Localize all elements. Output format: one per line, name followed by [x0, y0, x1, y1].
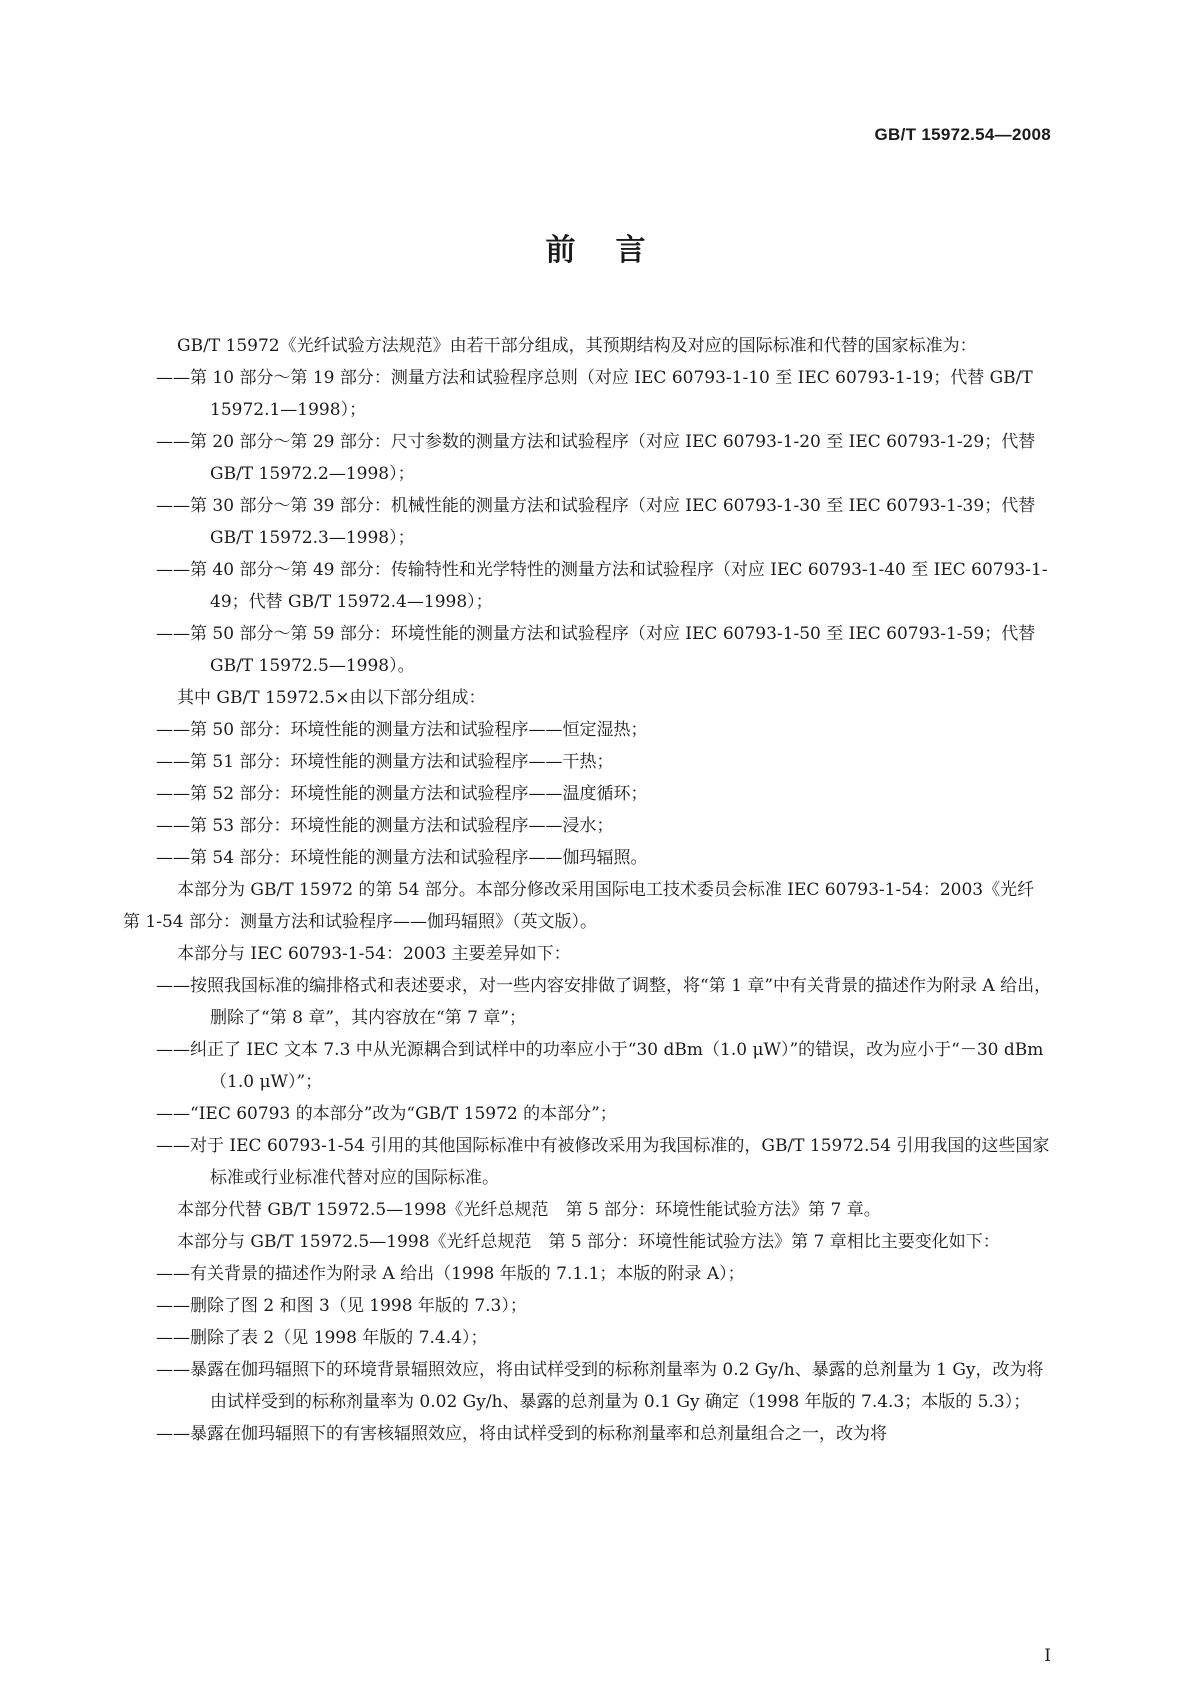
list-item: ——第 10 部分～第 19 部分：测量方法和试验程序总则（对应 IEC 60793-1-10 至 IEC 60793-1-19；代替 GB/T 15972.1—1998）； — [156, 368, 1033, 420]
paragraph: 本部分为 GB/T 15972 的第 54 部分。本部分修改采用国际电工技术委员会标准 IEC 60793-1-54：2003《光纤 第 1-54 部分：测量方法和试验程序——伽玛辐照》（英文版）。 — [123, 880, 1052, 932]
paragraph: 本部分与 GB/T 15972.5—1998《光纤总规范 第 5 部分：环境性能试验方法》第 7 章相比主要变化如下： — [177, 1232, 1000, 1252]
list-item: ——有关背景的描述作为附录 A 给出（1998 年版的 7.1.1；本版的附录 A）； — [156, 1264, 745, 1284]
paragraph: 本部分代替 GB/T 15972.5—1998《光纤总规范 第 5 部分：环境性能试验方法》第 7 章。 — [177, 1200, 881, 1220]
list-item: ——按照我国标准的编排格式和表述要求，对一些内容安排做了调整，将“第 1 章”中有关背景的描述作为附录 A 给出，删除了“第 8 章”，其内容放在“第 7 章”； — [156, 976, 1052, 1028]
list-item: ——暴露在伽玛辐照下的有害核辐照效应，将由试样受到的标称剂量率和总剂量组合之一，改为将 — [156, 1424, 887, 1444]
paragraph: 其中 GB/T 15972.5×由以下部分组成： — [177, 688, 486, 708]
list-item: ——第 40 部分～第 49 部分：传输特性和光学特性的测量方法和试验程序（对应 IEC 60793-1-40 至 IEC 60793-1-49；代替 GB/T 15972.4—1998）； — [156, 560, 1048, 612]
list-item: ——第 20 部分～第 29 部分：尺寸参数的测量方法和试验程序（对应 IEC 60793-1-20 至 IEC 60793-1-29；代替 GB/T 15972.2—1998）； — [156, 432, 1036, 484]
list-item: ——第 54 部分：环境性能的测量方法和试验程序——伽玛辐照。 — [156, 848, 648, 868]
list-item: ——“IEC 60793 的本部分”改为“GB/T 15972 的本部分”； — [156, 1104, 617, 1124]
list-item: ——第 52 部分：环境性能的测量方法和试验程序——温度循环； — [156, 784, 648, 804]
document-body — [123, 330, 1055, 1450]
list-item: ——纠正了 IEC 文本 7.3 中从光源耦合到试样中的功率应小于“30 dBm（1.0 μW）”的错误，改为应小于“－30 dBm（1.0 μW）”； — [156, 1040, 1044, 1092]
list-item: ——对于 IEC 60793-1-54 引用的其他国际标准中有被修改采用为我国标准的，GB/T 15972.54 引用我国的这些国家标准或行业标准代替对应的国际标准。 — [156, 1136, 1050, 1188]
standard-code: GB/T 15972.54—2008 — [874, 125, 1051, 144]
list-item: ——第 53 部分：环境性能的测量方法和试验程序——浸水； — [156, 816, 614, 836]
list-item: ——第 51 部分：环境性能的测量方法和试验程序——干热； — [156, 752, 614, 772]
list-item: ——删除了表 2（见 1998 年版的 7.4.4）； — [156, 1328, 488, 1348]
page-title: 前言 — [545, 233, 686, 268]
paragraph: GB/T 15972《光纤试验方法规范》由若干部分组成，其预期结构及对应的国际标准和代替的国家标准为： — [177, 336, 977, 356]
list-item: ——第 30 部分～第 39 部分：机械性能的测量方法和试验程序（对应 IEC 60793-1-30 至 IEC 60793-1-39；代替 GB/T 15972.3—1998）； — [156, 496, 1036, 548]
page-number: I — [1044, 1646, 1051, 1666]
list-item: ——第 50 部分：环境性能的测量方法和试验程序——恒定湿热； — [156, 720, 648, 740]
paragraph: 本部分与 IEC 60793-1-54：2003 主要差异如下： — [177, 944, 571, 964]
list-item: ——暴露在伽玛辐照下的环境背景辐照效应，将由试样受到的标称剂量率为 0.2 Gy/h、暴露的总剂量为 1 Gy，改为将由试样受到的标称剂量率为 0.02 Gy/h、暴露的总剂量为 0.1 Gy 确定（1998 年版的 7.4.3；本版的 5.3）； — [156, 1360, 1044, 1412]
list-item: ——第 50 部分～第 59 部分：环境性能的测量方法和试验程序（对应 IEC 60793-1-50 至 IEC 60793-1-59；代替 GB/T 15972.5—1998）。 — [156, 624, 1036, 676]
list-item: ——删除了图 2 和图 3（见 1998 年版的 7.3）； — [156, 1296, 527, 1316]
